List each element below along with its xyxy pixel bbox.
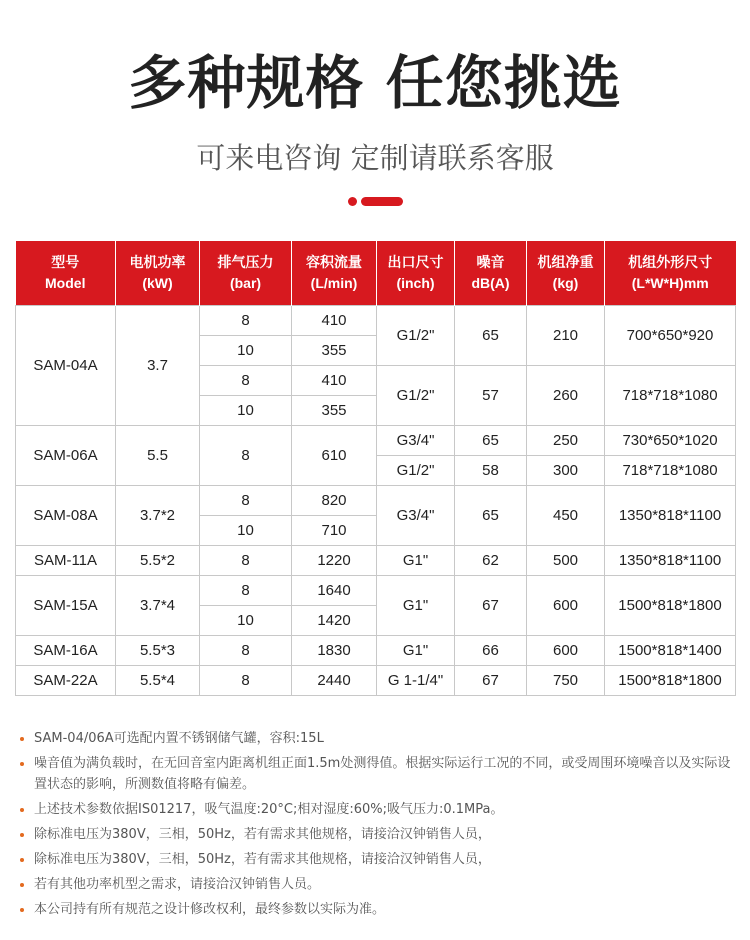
model-cell: SAM-15A — [16, 576, 116, 636]
model-cell: SAM-16A — [16, 636, 116, 666]
flow-cell: 355 — [292, 396, 377, 426]
header-outlet: 出口尺寸 (inch) — [377, 241, 455, 306]
noise-cell: 65 — [455, 486, 527, 546]
outlet-cell: G1/2" — [377, 306, 455, 366]
power-cell: 5.5*3 — [116, 636, 200, 666]
flow-cell: 1220 — [292, 546, 377, 576]
model-cell: SAM-11A — [16, 546, 116, 576]
power-cell: 3.7*2 — [116, 486, 200, 546]
weight-cell: 300 — [527, 456, 605, 486]
outlet-cell: G1" — [377, 546, 455, 576]
note-item: 噪音值为满负载时，在无回音室内距离机组正面1.5m处测得值。根据实际运行工况的不同，或受周围环境噪音以及实际设置状态的影响，所测数值将略有偏差。 — [18, 753, 734, 795]
table-row — [16, 426, 736, 456]
flow-cell: 820 — [292, 486, 377, 516]
weight-cell: 500 — [527, 546, 605, 576]
note-item: 本公司持有所有规范之设计修改权利，最终参数以实际为准。 — [18, 899, 734, 920]
noise-cell: 65 — [455, 306, 527, 366]
notes-list — [18, 728, 734, 924]
flow-cell: 1420 — [292, 606, 377, 636]
noise-cell: 58 — [455, 456, 527, 486]
noise-cell: 67 — [455, 576, 527, 636]
note-item: 上述技术参数依据IS01217，吸气温度:20°C;相对湿度:60%;吸气压力:0.1MPa。 — [18, 799, 734, 820]
weight-cell: 450 — [527, 486, 605, 546]
dimension-cell: 730*650*1020 — [605, 426, 736, 456]
header-pressure: 排气压力 (bar) — [200, 241, 292, 306]
dimension-cell: 1500*818*1800 — [605, 666, 736, 696]
dimension-cell: 1500*818*1400 — [605, 636, 736, 666]
note-item: 若有其他功率机型之需求，请接洽汉钟销售人员。 — [18, 874, 734, 895]
model-cell: SAM-08A — [16, 486, 116, 546]
pressure-cell: 8 — [200, 636, 292, 666]
table-header-row — [16, 241, 736, 306]
dimension-cell: 700*650*920 — [605, 306, 736, 366]
pressure-cell: 8 — [200, 306, 292, 336]
header-weight: 机组净重 (kg) — [527, 241, 605, 306]
pressure-cell: 10 — [200, 396, 292, 426]
dimension-cell: 1500*818*1800 — [605, 576, 736, 636]
weight-cell: 260 — [527, 366, 605, 426]
weight-cell: 250 — [527, 426, 605, 456]
outlet-cell: G3/4" — [377, 486, 455, 546]
flow-cell: 355 — [292, 336, 377, 366]
spec-table — [15, 241, 736, 696]
dimension-cell: 718*718*1080 — [605, 456, 736, 486]
flow-cell: 710 — [292, 516, 377, 546]
table-row — [16, 306, 736, 336]
outlet-cell: G1/2" — [377, 366, 455, 426]
flow-cell: 410 — [292, 306, 377, 336]
table-row — [16, 486, 736, 516]
table-row — [16, 546, 736, 576]
header-dimensions: 机组外形尺寸 (L*W*H)mm — [605, 241, 736, 306]
page-subtitle: 可来电咨询 定制请联系客服 — [196, 141, 554, 175]
flow-cell: 1830 — [292, 636, 377, 666]
dimension-cell: 1350*818*1100 — [605, 546, 736, 576]
header-noise: 噪音 dB(A) — [455, 241, 527, 306]
flow-cell: 410 — [292, 366, 377, 396]
note-item: SAM-04/06A可选配内置不锈钢储气罐，容积:15L — [18, 728, 734, 749]
outlet-cell: G3/4" — [377, 426, 455, 456]
table-row — [16, 576, 736, 606]
power-cell: 5.5 — [116, 426, 200, 486]
pressure-cell: 8 — [200, 486, 292, 516]
page-title: 多种规格 任您挑选 — [128, 49, 622, 117]
noise-cell: 67 — [455, 666, 527, 696]
note-item: 除标准电压为380V，三相，50Hz，若有需求其他规格，请接洽汉钟销售人员， — [18, 824, 734, 845]
outlet-cell: G1" — [377, 576, 455, 636]
power-cell: 3.7*4 — [116, 576, 200, 636]
power-cell: 5.5*2 — [116, 546, 200, 576]
model-cell: SAM-22A — [16, 666, 116, 696]
pressure-cell: 8 — [200, 426, 292, 486]
dimension-cell: 1350*818*1100 — [605, 486, 736, 546]
table-row — [16, 636, 736, 666]
header-flow: 容积流量 (L/min) — [292, 241, 377, 306]
model-cell: SAM-04A — [16, 306, 116, 426]
header-motor-power: 电机功率 (kW) — [116, 241, 200, 306]
pressure-cell: 8 — [200, 366, 292, 396]
decorative-bar — [361, 197, 403, 206]
dimension-cell: 718*718*1080 — [605, 366, 736, 426]
outlet-cell: G 1-1/4" — [377, 666, 455, 696]
weight-cell: 600 — [527, 636, 605, 666]
outlet-cell: G1/2" — [377, 456, 455, 486]
pressure-cell: 10 — [200, 336, 292, 366]
power-cell: 3.7 — [116, 306, 200, 426]
header-model: 型号 Model — [16, 241, 116, 306]
pressure-cell: 10 — [200, 606, 292, 636]
power-cell: 5.5*4 — [116, 666, 200, 696]
noise-cell: 66 — [455, 636, 527, 666]
weight-cell: 750 — [527, 666, 605, 696]
pressure-cell: 8 — [200, 546, 292, 576]
noise-cell: 62 — [455, 546, 527, 576]
table-row — [16, 666, 736, 696]
outlet-cell: G1" — [377, 636, 455, 666]
decorative-dot — [348, 197, 357, 206]
note-item: 除标准电压为380V，三相，50Hz，若有需求其他规格，请接洽汉钟销售人员， — [18, 849, 734, 870]
flow-cell: 1640 — [292, 576, 377, 606]
noise-cell: 57 — [455, 366, 527, 426]
weight-cell: 210 — [527, 306, 605, 366]
weight-cell: 600 — [527, 576, 605, 636]
pressure-cell: 8 — [200, 666, 292, 696]
model-cell: SAM-06A — [16, 426, 116, 486]
pressure-cell: 8 — [200, 576, 292, 606]
noise-cell: 65 — [455, 426, 527, 456]
flow-cell: 610 — [292, 426, 377, 486]
flow-cell: 2440 — [292, 666, 377, 696]
pressure-cell: 10 — [200, 516, 292, 546]
